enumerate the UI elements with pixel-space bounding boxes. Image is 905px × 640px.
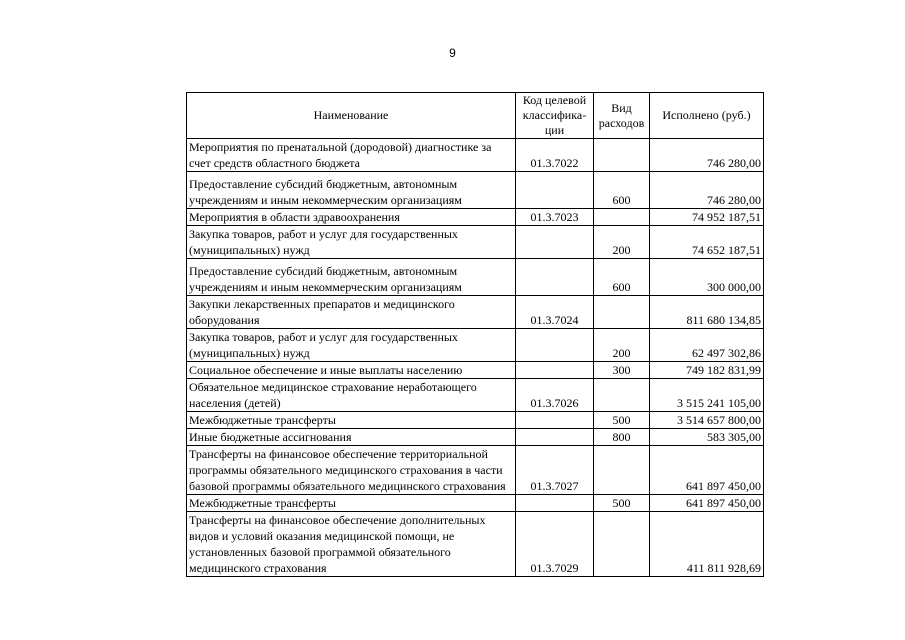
table-row: [187, 446, 764, 495]
row-amount: 74 652 187,51: [650, 226, 764, 259]
row-type: [594, 379, 650, 412]
row-code: [516, 259, 594, 296]
row-amount: 3 514 657 800,00: [650, 412, 764, 429]
row-amount: 411 811 928,69: [650, 512, 764, 577]
header-code: Код целевой классифика-ции: [516, 93, 594, 139]
table-row: [187, 362, 764, 379]
row-type: [594, 139, 650, 172]
header-amount: Исполнено (руб.): [650, 93, 764, 139]
row-name: Социальное обеспечение и иные выплаты населению: [187, 362, 516, 379]
row-type: 800: [594, 429, 650, 446]
row-amount: 583 305,00: [650, 429, 764, 446]
row-code: [516, 412, 594, 429]
row-code: 01.3.7022: [516, 139, 594, 172]
row-name: Межбюджетные трансферты: [187, 412, 516, 429]
table-row: [187, 139, 764, 172]
row-type: 200: [594, 226, 650, 259]
table-row: [187, 512, 764, 577]
row-type: 500: [594, 495, 650, 512]
table-row: [187, 259, 764, 296]
page-number: 9: [449, 46, 456, 60]
row-amount: 74 952 187,51: [650, 209, 764, 226]
row-name: Трансферты на финансовое обеспечение территориальной программы обязательного медицинского страхования в части базовой программы обязательного медицинского страхования: [187, 446, 516, 495]
row-amount: 749 182 831,99: [650, 362, 764, 379]
row-amount: 641 897 450,00: [650, 495, 764, 512]
row-amount: 641 897 450,00: [650, 446, 764, 495]
row-name: Трансферты на финансовое обеспечение дополнительных видов и условий оказания медицинской помощи, не установленных базовой программой обязательного медицинского страхования: [187, 512, 516, 577]
row-code: [516, 226, 594, 259]
row-code: [516, 429, 594, 446]
row-code: 01.3.7023: [516, 209, 594, 226]
row-amount: 300 000,00: [650, 259, 764, 296]
budget-execution-table: [186, 92, 764, 577]
row-type: [594, 296, 650, 329]
header-type: Вид расходов: [594, 93, 650, 139]
row-type: 200: [594, 329, 650, 362]
row-type: [594, 446, 650, 495]
row-name: Закупка товаров, работ и услуг для государственных (муниципальных) нужд: [187, 226, 516, 259]
row-name: Закупка товаров, работ и услуг для государственных (муниципальных) нужд: [187, 329, 516, 362]
row-name: Предоставление субсидий бюджетным, автономным учреждениям и иным некоммерческим организациям: [187, 259, 516, 296]
table-row: [187, 172, 764, 209]
row-code: [516, 495, 594, 512]
table-row: [187, 329, 764, 362]
row-type: 600: [594, 259, 650, 296]
row-type: 600: [594, 172, 650, 209]
row-amount: 811 680 134,85: [650, 296, 764, 329]
row-code: [516, 172, 594, 209]
row-amount: 746 280,00: [650, 139, 764, 172]
row-code: 01.3.7029: [516, 512, 594, 577]
row-code: 01.3.7027: [516, 446, 594, 495]
table-row: [187, 429, 764, 446]
row-name: Мероприятия по пренатальной (дородовой) диагностике за счет средств областного бюджета: [187, 139, 516, 172]
row-type: [594, 512, 650, 577]
table-row: [187, 379, 764, 412]
row-type: 500: [594, 412, 650, 429]
table-row: [187, 296, 764, 329]
row-name: Межбюджетные трансферты: [187, 495, 516, 512]
table-row: [187, 226, 764, 259]
table-row: [187, 412, 764, 429]
row-code: [516, 329, 594, 362]
row-code: [516, 362, 594, 379]
row-code: 01.3.7024: [516, 296, 594, 329]
row-name: Закупки лекарственных препаратов и медицинского оборудования: [187, 296, 516, 329]
table-header-row: [187, 93, 764, 139]
row-amount: 3 515 241 105,00: [650, 379, 764, 412]
row-name: Предоставление субсидий бюджетным, автономным учреждениям и иным некоммерческим организациям: [187, 172, 516, 209]
row-name: Иные бюджетные ассигнования: [187, 429, 516, 446]
table-body: [187, 139, 764, 577]
row-name: Обязательное медицинское страхование неработающего населения (детей): [187, 379, 516, 412]
row-name: Мероприятия в области здравоохранения: [187, 209, 516, 226]
row-type: [594, 209, 650, 226]
table-row: [187, 495, 764, 512]
row-type: 300: [594, 362, 650, 379]
table-row: [187, 209, 764, 226]
row-code: 01.3.7026: [516, 379, 594, 412]
row-amount: 746 280,00: [650, 172, 764, 209]
header-name: Наименование: [187, 93, 516, 139]
row-amount: 62 497 302,86: [650, 329, 764, 362]
